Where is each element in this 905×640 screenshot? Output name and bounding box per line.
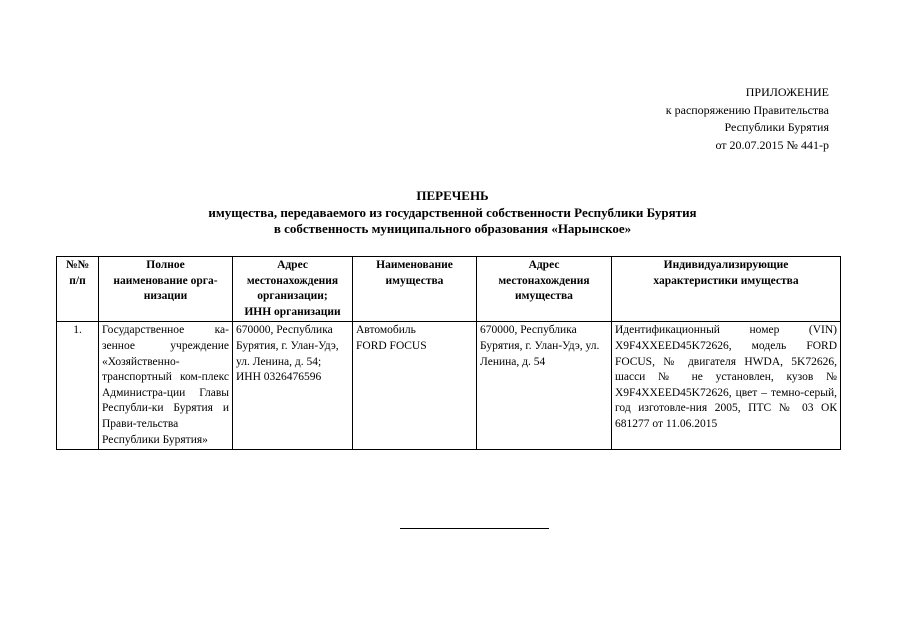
document-title	[0, 188, 905, 238]
header-characteristics: Индивидуализирующие характеристики имущества	[612, 257, 841, 322]
table-row	[57, 322, 841, 450]
appendix-decree-ref: к распоряжению Правительства	[665, 102, 829, 117]
appendix-date-number: от 20.07.2015 № 441-р	[715, 137, 829, 152]
header-property-name: Наименование имущества	[353, 257, 477, 322]
property-table	[56, 256, 841, 450]
cell-organization-address: 670000, Республика Бурятия, г. Улан-Удэ, ул. Ленина, д. 54; ИНН 0326476596	[233, 322, 353, 450]
header-number: №№ п/п	[57, 257, 99, 322]
cell-characteristics: Идентификационный номер (VIN) X9F4XXEED45K72626, модель FORD FOCUS, № двигателя HWDA, 5K72626, шасси № не установлен, кузов № X9F4XXEED45K72626, цвет – темно-серый, год изготовле-ния 2005, ПТС № 03 ОК 681277 от 11.06.2015	[612, 322, 841, 450]
title-heading: ПЕРЕЧЕНЬ	[416, 188, 489, 203]
cell-property-address: 670000, Республика Бурятия, г. Улан-Удэ, ул. Ленина, д. 54	[477, 322, 612, 450]
closing-divider-line	[400, 528, 549, 529]
table-header-row	[57, 257, 841, 322]
appendix-header	[666, 84, 829, 154]
title-subtitle-line1: имущества, передаваемого из государственной собственности Республики Бурятия	[208, 204, 697, 220]
header-organization-address: Адрес местонахождения организации; ИНН организации	[233, 257, 353, 322]
appendix-republic: Республики Бурятия	[724, 120, 829, 134]
appendix-label: ПРИЛОЖЕНИЕ	[745, 85, 829, 99]
cell-property-name: Автомобиль FORD FOCUS	[353, 322, 477, 450]
header-organization: Полное наименование орга- низации	[99, 257, 233, 322]
title-subtitle-line2: в собственность муниципального образования «Нарынское»	[273, 221, 632, 236]
cell-organization: Государственное ка-зенное учреждение «Хозяйственно-транспортный ком-плекс Администра-ции Главы Республи-ки Бурятия и Прави-тельства Республики Бурятия»	[99, 322, 233, 450]
cell-number: 1.	[57, 322, 99, 450]
header-property-address: Адрес местонахождения имущества	[477, 257, 612, 322]
